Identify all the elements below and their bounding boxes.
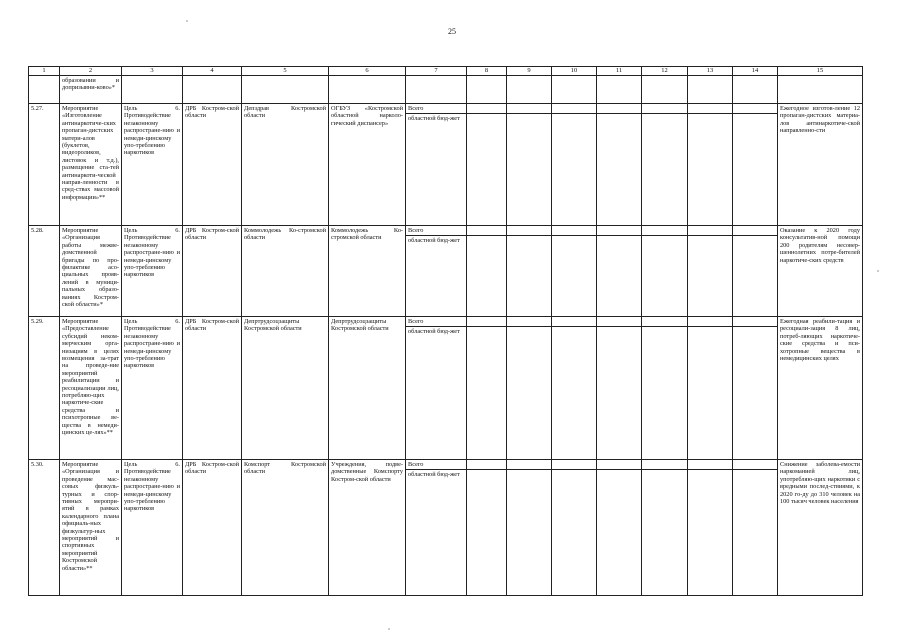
amount-divider (467, 460, 506, 470)
amount-divider (642, 460, 687, 470)
amount-divider (733, 460, 777, 470)
amount-cell (642, 460, 688, 596)
amount-divider (733, 317, 777, 327)
continuation-text: образовании и допризывни-ково»* (60, 76, 122, 104)
table-cell (733, 76, 778, 104)
responsible-executor: Комспорт Костромской области (242, 460, 329, 596)
scan-speck (388, 628, 390, 630)
financing-regional-label: областной бюд-жет (408, 328, 460, 335)
amount-cell (688, 104, 733, 226)
table-cell (507, 76, 552, 104)
page-number: 25 (448, 27, 456, 36)
amount-cell (597, 226, 642, 317)
table-cell (597, 76, 642, 104)
amount-cell (467, 317, 507, 460)
amount-cell (552, 226, 597, 317)
amount-divider (688, 460, 732, 470)
amount-cell (552, 460, 597, 596)
goal-text: Цель 6. Противодействие незаконному распростране-нию и немеди-цинскому упо-треблению наркотиков (122, 317, 183, 460)
amount-divider (688, 226, 732, 236)
financing-regional-label: областной бюд-жет (408, 237, 460, 244)
scan-speck (186, 20, 188, 22)
scan-speck (877, 270, 879, 272)
financing-regional-label: областной бюд-жет (408, 471, 460, 478)
row-number: 5.29. (29, 317, 60, 460)
amount-divider (642, 226, 687, 236)
header-cell: 3 (122, 67, 183, 76)
amount-divider (597, 104, 641, 114)
table-cell (183, 76, 242, 104)
header-row (29, 67, 863, 76)
header-cell: 12 (642, 67, 688, 76)
amount-divider (597, 317, 641, 327)
goal-text: Цель 6. Противодействие незаконному распростране-нию и немеди-цинскому упо-треблению наркотиков (122, 226, 183, 317)
financing-source (406, 104, 467, 226)
table-cell (122, 76, 183, 104)
table-cell (29, 76, 60, 104)
amount-divider (552, 104, 596, 114)
amount-cell (688, 460, 733, 596)
financing-regional-label: областной бюд-жет (408, 115, 460, 122)
expected-result: Ежегодная реабили-тация и ресоциали-зация 8 лиц, потреб-ляющих наркотиче-ские средства и пси-хотропные вещества в немедицинских целях (778, 317, 863, 460)
table-row (29, 460, 863, 596)
header-cell: 6 (329, 67, 406, 76)
goal-text: Цель 6. Противодействие незаконному распростране-нию и немеди-цинскому упо-треблению наркотиков (122, 104, 183, 226)
amount-divider (507, 460, 551, 470)
header-cell: 10 (552, 67, 597, 76)
table-row (29, 104, 863, 226)
program-activities-table (28, 66, 863, 596)
amount-cell (597, 460, 642, 596)
amount-divider (642, 317, 687, 327)
amount-divider (507, 317, 551, 327)
amount-cell (552, 317, 597, 460)
amount-cell (597, 104, 642, 226)
amount-cell (688, 226, 733, 317)
amount-cell (642, 104, 688, 226)
amount-cell (467, 460, 507, 596)
amount-cell (733, 226, 778, 317)
co-executor: ОГБУЗ «Костромской областной нарколо-гический диспансер» (329, 104, 406, 226)
amount-cell (597, 317, 642, 460)
table-row (29, 317, 863, 460)
responsible-executor: Коммолодежь Ко-стромской области (242, 226, 329, 317)
table-cell (778, 76, 863, 104)
responsible-executor: Депздрав Костромской области (242, 104, 329, 226)
header-cell: 1 (29, 67, 60, 76)
amount-cell (467, 104, 507, 226)
expected-result: Оказание к 2020 году консультатив-ной помощи 200 родителям несовер-шеннолетних потре-бителей наркотиче-ских средств (778, 226, 863, 317)
table-cell (329, 76, 406, 104)
responsible-executor: Депртрудсоцзащиты Костромской области (242, 317, 329, 460)
activity-name: Мероприятие «Организация и проведение мас-совых физкуль-турных и спор-тивных меропри-ятий в рамках календарного плана официаль-ных физкультур-ных мероприятий и спортивных мероприятий Костромской области»** (60, 460, 122, 596)
table-cell (242, 76, 329, 104)
amount-divider (552, 317, 596, 327)
header-cell: 8 (467, 67, 507, 76)
activity-name: Мероприятие «Предоставление субсидий неком-мерческим орга-низациям в целях возмещения за-трат на проведе-ние мероприятий реабилитации и ресоциализации лиц, потребляю-щих наркотиче-ские средства и психотропные ве-щества в немеди-цинских це-лях»** (60, 317, 122, 460)
amount-cell (507, 317, 552, 460)
header-cell: 13 (688, 67, 733, 76)
table-cell (642, 76, 688, 104)
amount-cell (642, 226, 688, 317)
financing-total-label: Всего (406, 317, 466, 327)
row-number: 5.28. (29, 226, 60, 317)
header-cell: 9 (507, 67, 552, 76)
header-cell: 4 (183, 67, 242, 76)
header-cell: 5 (242, 67, 329, 76)
amount-divider (467, 317, 506, 327)
amount-divider (688, 317, 732, 327)
amount-cell (552, 104, 597, 226)
financing-total-label: Всего (406, 226, 466, 236)
header-cell: 11 (597, 67, 642, 76)
budget-manager: ДРБ Костром-ской области (183, 104, 242, 226)
row-number: 5.30. (29, 460, 60, 596)
activity-name: Мероприятие «Организация работы межве-домственной бригады по про-филактике асо-циальных прояв-лений в муници-пальных образо-ваниях Костром-ской области»* (60, 226, 122, 317)
budget-manager: ДРБ Костром-ской области (183, 226, 242, 317)
expected-result: Снижение заболева-емости наркоманией лиц, употребляю-щих наркотики с вредными послед-ствиями, к 2020 го-ду до 310 человек на 100 тысяч человек населения (778, 460, 863, 596)
amount-cell (733, 104, 778, 226)
amount-divider (507, 226, 551, 236)
financing-source (406, 317, 467, 460)
table-cell (406, 76, 467, 104)
financing-source (406, 460, 467, 596)
goal-text: Цель 6. Противодействие незаконному распростране-нию и немеди-цинскому упо-треблению наркотиков (122, 460, 183, 596)
amount-divider (688, 104, 732, 114)
amount-cell (688, 317, 733, 460)
amount-divider (552, 226, 596, 236)
amount-cell (467, 226, 507, 317)
amount-divider (467, 104, 506, 114)
row-number: 5.27. (29, 104, 60, 226)
activity-name: Мероприятие «Изготовление антинаркотиче-ских пропаган-дистских матери-алов (буклетов, видеороликов, листовок и т.д.), размещение ста-тей антинаркоти-ческой направ-ленности в сред-ствах массовой информации»** (60, 104, 122, 226)
table-cell (552, 76, 597, 104)
amount-divider (642, 104, 687, 114)
amount-divider (733, 226, 777, 236)
amount-cell (507, 226, 552, 317)
amount-divider (733, 104, 777, 114)
co-executor: Коммолодежь Ко-стромской области (329, 226, 406, 317)
financing-total-label: Всего (406, 460, 466, 470)
budget-manager: ДРБ Костром-ской области (183, 460, 242, 596)
amount-divider (507, 104, 551, 114)
amount-cell (507, 460, 552, 596)
continuation-row (29, 76, 863, 104)
header-cell: 2 (60, 67, 122, 76)
financing-total-label: Всего (406, 104, 466, 114)
table-row (29, 226, 863, 317)
co-executor: Учреждения, подве-домственные Комспорту Костром-ской области (329, 460, 406, 596)
expected-result: Ежегодное изготов-ление 12 пропаган-дистских материа-лов антинаркотиче-ской направленно-сти (778, 104, 863, 226)
amount-divider (467, 226, 506, 236)
budget-manager: ДРБ Костром-ской области (183, 317, 242, 460)
header-cell: 15 (778, 67, 863, 76)
amount-cell (642, 317, 688, 460)
co-executor: Депртрудсоцзащиты Костромской области (329, 317, 406, 460)
amount-cell (733, 460, 778, 596)
table-cell (467, 76, 507, 104)
amount-divider (597, 226, 641, 236)
table-cell (688, 76, 733, 104)
financing-source (406, 226, 467, 317)
header-cell: 14 (733, 67, 778, 76)
header-cell: 7 (406, 67, 467, 76)
amount-divider (597, 460, 641, 470)
amount-cell (733, 317, 778, 460)
amount-cell (507, 104, 552, 226)
amount-divider (552, 460, 596, 470)
